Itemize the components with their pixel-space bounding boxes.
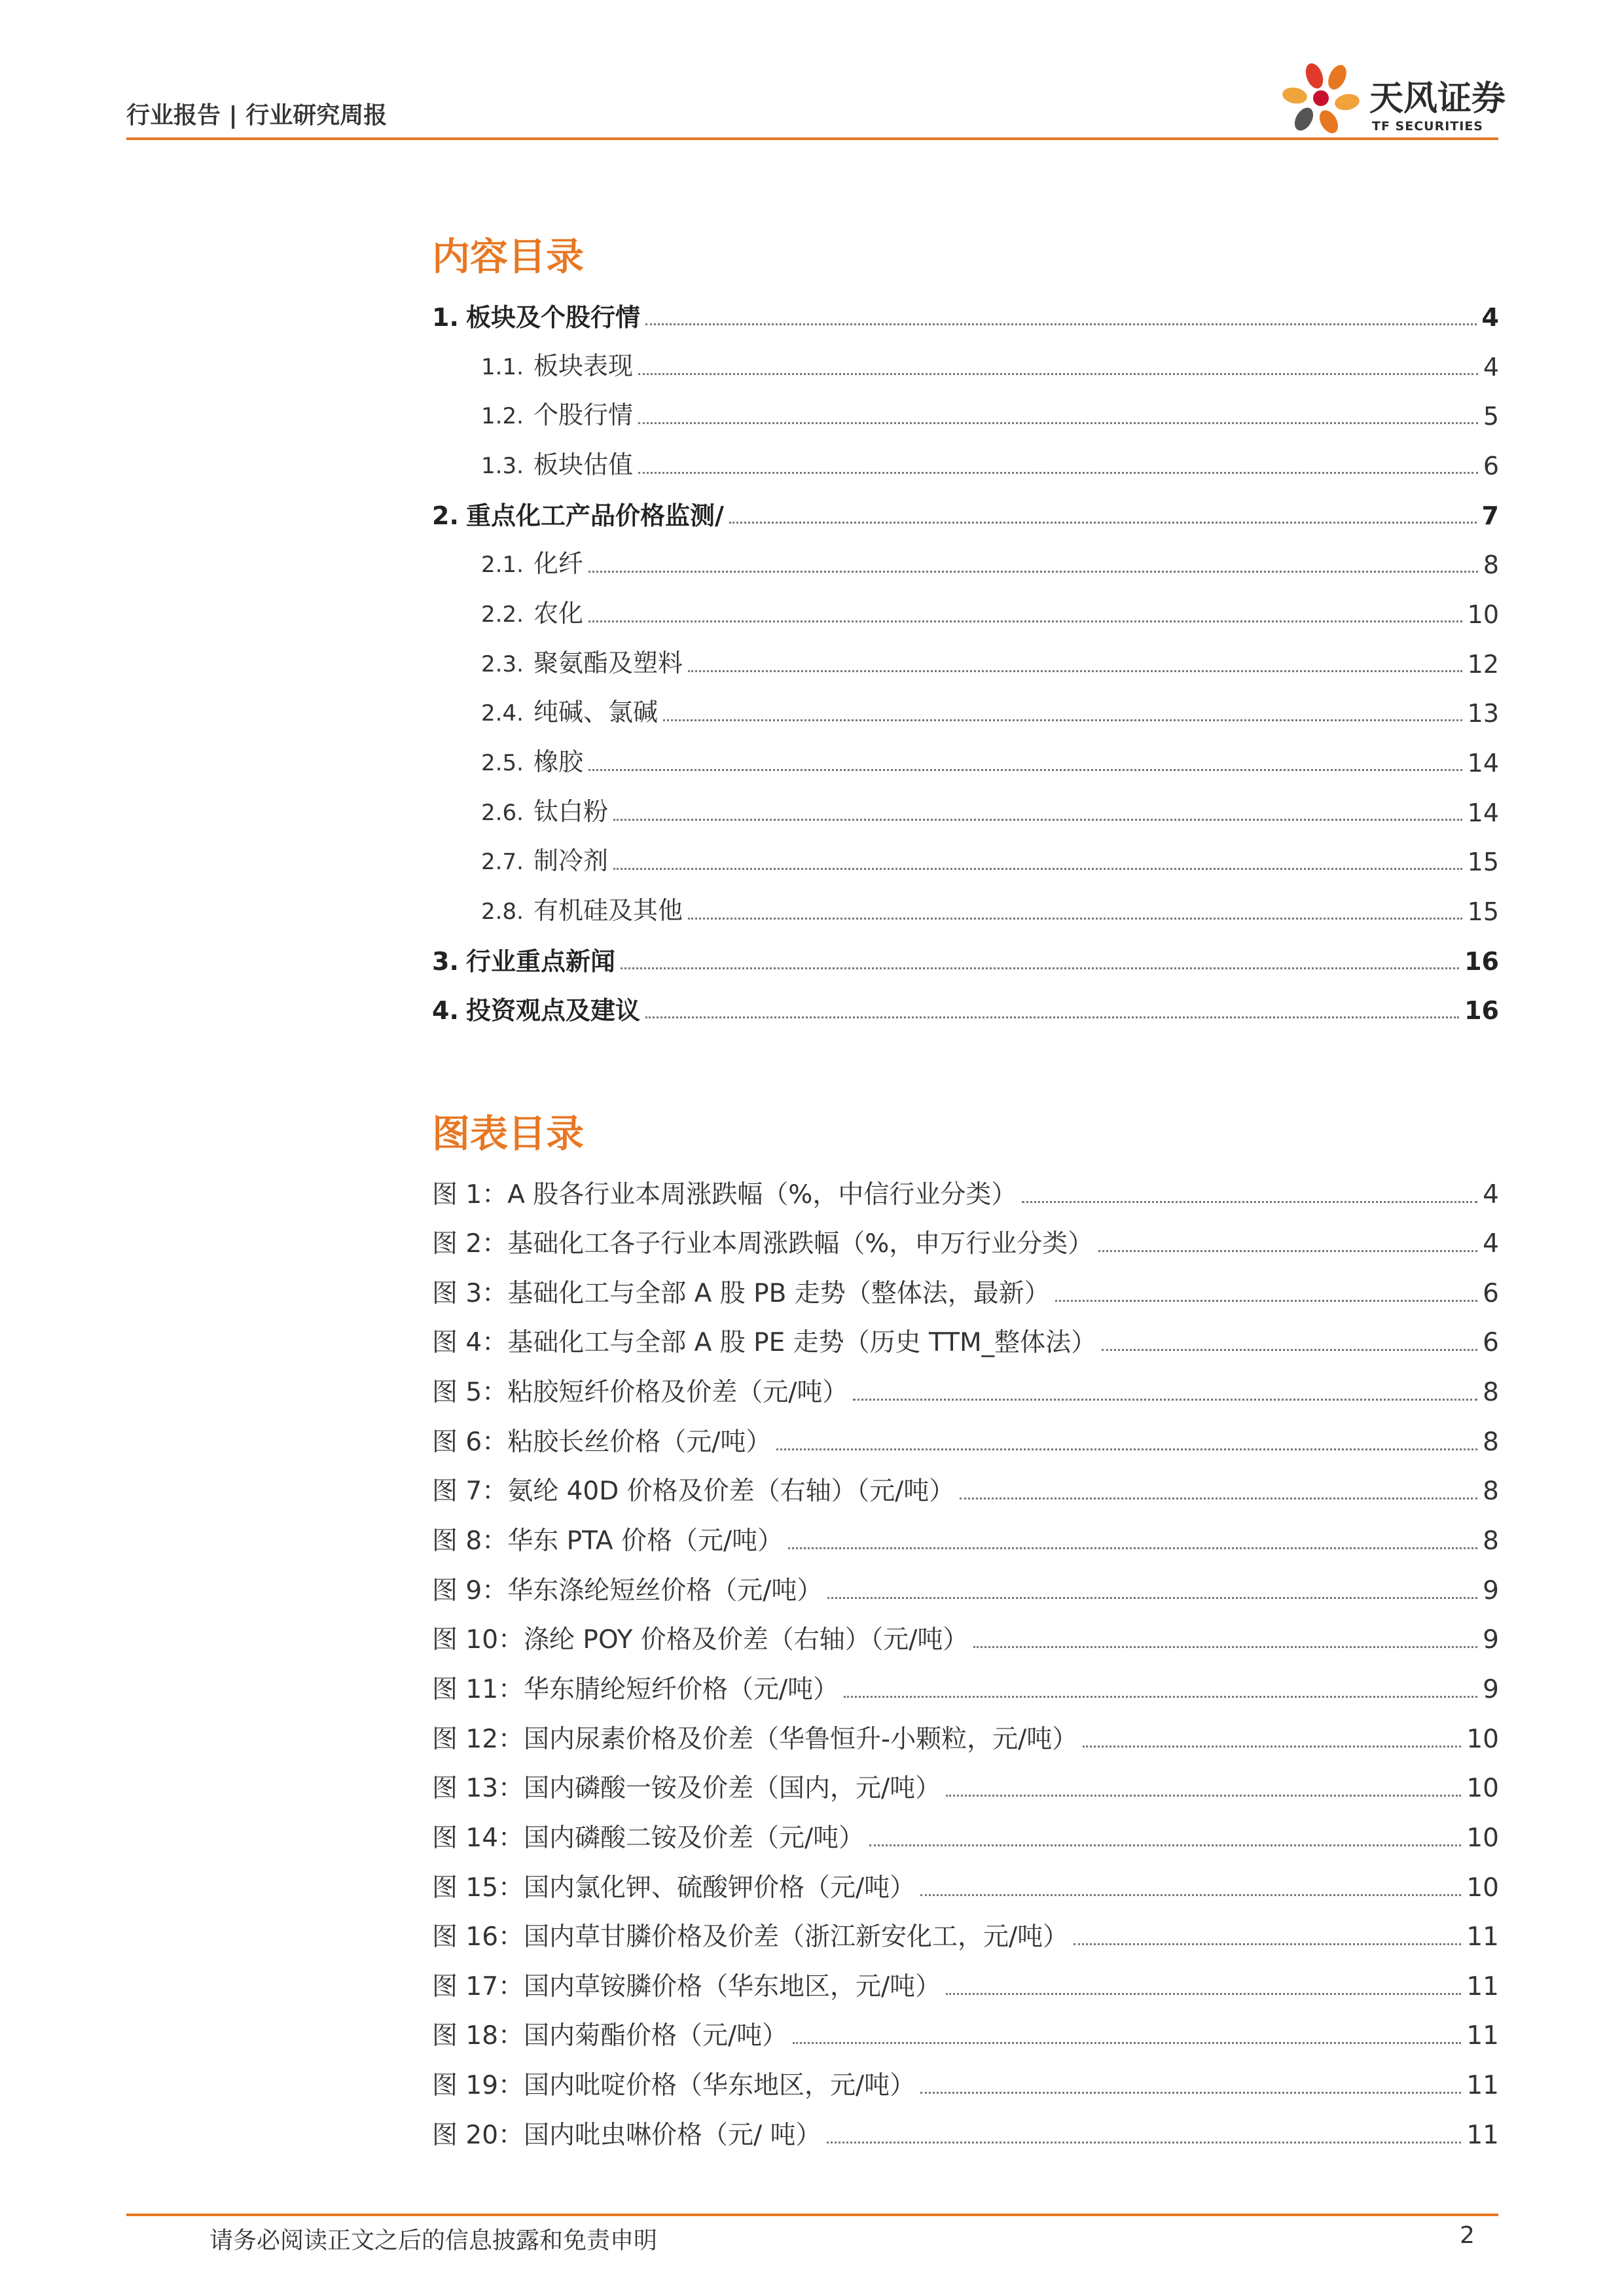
toc-entry[interactable] (481, 638, 1499, 680)
figure-entry-page: 11 (1466, 2121, 1499, 2150)
figure-entry-page: 9 (1483, 1625, 1499, 1655)
dot-leader (621, 967, 1459, 969)
figure-entry[interactable] (432, 1565, 1499, 1607)
figure-entry[interactable] (432, 1862, 1499, 1904)
dot-leader (1022, 1201, 1477, 1203)
toc-entry-title: 板块表现 (533, 351, 634, 380)
dot-leader (1074, 1943, 1461, 1945)
dot-leader (920, 2092, 1461, 2094)
toc-entry-page: 15 (1467, 848, 1499, 876)
figure-entry-page: 8 (1483, 1477, 1499, 1506)
figure-entry-title: 图 13：国内磷酸一铵及价差（国内，元/吨） (432, 1774, 941, 1803)
toc-entry-page: 12 (1467, 650, 1499, 679)
toc-entry-page: 16 (1464, 947, 1499, 976)
toc-entry-title: 个股行情 (533, 401, 634, 429)
dot-leader (827, 2142, 1462, 2144)
toc-entry-number: 2.3. (481, 651, 524, 677)
flower-petals-icon (1276, 51, 1368, 143)
toc-entry[interactable] (481, 836, 1499, 878)
figure-entry-page: 4 (1483, 1229, 1499, 1259)
company-name-en: TF SECURITIES (1372, 119, 1483, 134)
page-number: 2 (1460, 2222, 1475, 2249)
toc-entry-page: 7 (1481, 501, 1499, 530)
dot-leader (788, 1547, 1477, 1549)
figure-entry[interactable] (432, 1664, 1499, 1706)
figure-entry-page: 10 (1466, 1725, 1499, 1754)
figure-entry-title: 图 18：国内菊酯价格（元/吨） (432, 2021, 788, 2051)
figure-entry[interactable] (432, 1763, 1499, 1804)
figure-entry[interactable] (432, 1515, 1499, 1557)
toc-entry-title: 重点化工产品价格监测/ (466, 501, 724, 530)
toc-entry-page: 4 (1481, 303, 1499, 332)
figure-entry-page: 11 (1466, 1972, 1499, 2001)
figure-entry-page: 10 (1466, 1774, 1499, 1803)
toc-entry[interactable] (481, 787, 1499, 829)
dot-leader (663, 719, 1462, 721)
toc-entry[interactable] (481, 737, 1499, 779)
dot-leader (1083, 1746, 1461, 1748)
figure-entry-page: 6 (1483, 1279, 1499, 1308)
figure-entry-title: 图 4：基础化工与全部 A 股 PE 走势（历史 TTM_整体法） (432, 1328, 1097, 1357)
dot-leader (645, 323, 1477, 325)
dot-leader (588, 620, 1462, 622)
toc-entry[interactable] (432, 291, 1499, 333)
toc-entry[interactable] (432, 490, 1499, 531)
figure-entry[interactable] (432, 1218, 1499, 1260)
figure-entry-title: 图 6：粘胶长丝价格（元/吨） (432, 1427, 772, 1457)
figure-entry[interactable] (432, 2109, 1499, 2151)
figure-entry[interactable] (432, 1465, 1499, 1507)
toc-entry-title: 橡胶 (533, 747, 584, 776)
toc-entry-page: 5 (1483, 402, 1499, 431)
figure-entry-page: 9 (1483, 1576, 1499, 1605)
dot-leader (645, 1016, 1459, 1018)
figure-entry[interactable] (432, 1169, 1499, 1211)
figure-entry-title: 图 14：国内磷酸二铵及价差（元/吨） (432, 1823, 865, 1853)
toc-entry-number: 2.6. (481, 800, 524, 826)
toc-entry-number: 1.1. (481, 354, 524, 380)
toc-entry[interactable] (481, 886, 1499, 927)
figure-entry[interactable] (432, 1911, 1499, 1953)
figure-entry-page: 8 (1483, 1378, 1499, 1407)
toc-entry-title: 化纤 (533, 549, 584, 578)
toc-entry-title: 聚氨酯及塑料 (533, 649, 683, 677)
toc-entry-page: 14 (1467, 749, 1499, 778)
toc-entry-page: 14 (1467, 798, 1499, 827)
footer-divider (126, 2214, 1498, 2216)
figure-entry-title: 图 17：国内草铵膦价格（华东地区，元/吨） (432, 1972, 941, 2001)
dot-leader (827, 1597, 1477, 1599)
figure-entry[interactable] (432, 1614, 1499, 1656)
figure-entry-title: 图 15：国内氯化钾、硫酸钾价格（元/吨） (432, 1873, 916, 1903)
toc-entry-title: 纯碱、氯碱 (533, 698, 659, 726)
toc-entry-page: 6 (1483, 452, 1499, 480)
figure-entry-page: 10 (1466, 1873, 1499, 1903)
figure-entry-title: 图 9：华东涤纶短丝价格（元/吨） (432, 1576, 823, 1605)
figure-entry-title: 图 12：国内尿素价格及价差（华鲁恒升-小颗粒，元/吨） (432, 1725, 1078, 1754)
toc-entry[interactable] (481, 539, 1499, 581)
figure-entry-page: 4 (1483, 1180, 1499, 1210)
figure-entry-title: 图 3：基础化工与全部 A 股 PB 走势（整体法，最新） (432, 1279, 1050, 1308)
figure-entry-title: 图 8：华东 PTA 价格（元/吨） (432, 1526, 784, 1556)
toc-entry-page: 4 (1483, 353, 1499, 382)
toc-entry[interactable] (481, 588, 1499, 630)
toc-entry-number: 4. (432, 996, 459, 1025)
dot-leader (946, 1993, 1461, 1995)
toc-entry-title: 农化 (533, 599, 584, 628)
figure-entry-title: 图 20：国内吡虫啉价格（元/ 吨） (432, 2121, 821, 2150)
figure-entry[interactable] (432, 1317, 1499, 1359)
dot-leader (638, 422, 1478, 424)
toc-entry-number: 1.3. (481, 453, 524, 479)
toc-entry-number: 2.1. (481, 552, 524, 578)
toc-entry-title: 行业重点新闻 (466, 947, 616, 976)
toc-entry[interactable] (481, 440, 1499, 482)
figure-entry[interactable] (432, 1416, 1499, 1458)
dot-leader (960, 1498, 1477, 1499)
toc-title: 内容目录 (432, 234, 585, 279)
toc-entry-title: 板块及个股行情 (466, 303, 641, 332)
toc-entry-page: 13 (1467, 699, 1499, 728)
toc-entry[interactable] (432, 935, 1499, 977)
dot-leader (920, 1894, 1461, 1896)
footer-disclaimer: 请务必阅读正文之后的信息披露和免责申明 (209, 2227, 658, 2254)
dot-leader (613, 868, 1462, 870)
figure-entry[interactable] (432, 2060, 1499, 2102)
toc-entry-number: 1. (432, 303, 459, 332)
dot-leader (1098, 1250, 1477, 1252)
toc-entry-number: 2.7. (481, 849, 524, 875)
figure-entry[interactable] (432, 1713, 1499, 1755)
figure-entry-title: 图 7：氨纶 40D 价格及价差（右轴）（元/吨） (432, 1477, 955, 1506)
dot-leader (776, 1448, 1477, 1450)
dot-leader (613, 819, 1462, 821)
figure-entry-page: 8 (1483, 1526, 1499, 1556)
company-name: 天风证券 (1369, 79, 1506, 118)
dot-leader (946, 1795, 1461, 1797)
toc-entry-number: 2.5. (481, 750, 524, 776)
figure-entry-title: 图 16：国内草甘膦价格及价差（浙江新安化工，元/吨） (432, 1922, 1069, 1952)
toc-entry-title: 投资观点及建议 (466, 996, 641, 1025)
toc-entry-title: 板块估值 (533, 450, 634, 479)
toc-entry[interactable] (432, 984, 1499, 1026)
dot-leader (688, 918, 1462, 920)
figure-entry-page: 6 (1483, 1328, 1499, 1357)
dot-leader (638, 373, 1478, 375)
figures-title: 图表目录 (432, 1111, 585, 1156)
toc-entry-title: 有机硅及其他 (533, 896, 683, 925)
company-logo (1276, 51, 1506, 143)
figure-entry-title: 图 2：基础化工各子行业本周涨跌幅（%，申万行业分类） (432, 1229, 1094, 1259)
figure-entry-title: 图 5：粘胶短纤价格及价差（元/吨） (432, 1378, 848, 1407)
toc-entry-page: 10 (1467, 600, 1499, 629)
dot-leader (688, 670, 1462, 672)
figure-entry[interactable] (432, 1268, 1499, 1310)
toc-entry-page: 8 (1483, 550, 1499, 579)
figure-entry-page: 8 (1483, 1427, 1499, 1457)
dot-leader (588, 769, 1462, 771)
figure-entry-title: 图 1：A 股各行业本周涨跌幅（%，中信行业分类） (432, 1180, 1017, 1210)
figure-entry-title: 图 10：涤纶 POY 价格及价差（右轴）（元/吨） (432, 1625, 969, 1655)
dot-leader (844, 1696, 1477, 1698)
figure-entry[interactable] (432, 2010, 1499, 2052)
toc-entry-number: 2.4. (481, 700, 524, 726)
figure-entry-title: 图 19：国内吡啶价格（华东地区，元/吨） (432, 2071, 916, 2100)
toc-entry[interactable] (481, 687, 1499, 729)
toc-entry-title: 钛白粉 (533, 797, 609, 826)
figure-entry-page: 10 (1466, 1823, 1499, 1853)
figure-entry[interactable] (432, 1367, 1499, 1408)
toc-entry[interactable] (481, 390, 1499, 432)
figure-entry-page: 11 (1466, 2071, 1499, 2100)
toc-entry-number: 2. (432, 501, 459, 530)
toc-entry-number: 1.2. (481, 403, 524, 429)
toc-entry-page: 15 (1467, 897, 1499, 926)
dot-leader (1102, 1349, 1477, 1351)
figure-entry-title: 图 11：华东腈纶短纤价格（元/吨） (432, 1675, 839, 1704)
dot-leader (588, 571, 1478, 573)
dot-leader (638, 472, 1478, 474)
figure-entry[interactable] (432, 1961, 1499, 2003)
toc-entry-title: 制冷剂 (533, 846, 609, 875)
dot-leader (1055, 1300, 1477, 1302)
toc-entry-page: 16 (1464, 996, 1499, 1025)
toc-entry-number: 2.2. (481, 601, 524, 628)
figure-entry-page: 11 (1466, 2021, 1499, 2051)
toc-entry-number: 3. (432, 947, 459, 976)
dot-leader (869, 1844, 1461, 1846)
figure-entry[interactable] (432, 1812, 1499, 1854)
dot-leader (973, 1646, 1477, 1648)
dot-leader (729, 522, 1477, 524)
dot-leader (853, 1399, 1477, 1401)
toc-entry[interactable] (481, 341, 1499, 383)
report-type-label: 行业报告 | 行业研究周报 (126, 102, 388, 129)
toc-entry-number: 2.8. (481, 899, 524, 925)
figure-entry-page: 11 (1466, 1922, 1499, 1952)
dot-leader (793, 2042, 1461, 2044)
figure-entry-page: 9 (1483, 1675, 1499, 1704)
